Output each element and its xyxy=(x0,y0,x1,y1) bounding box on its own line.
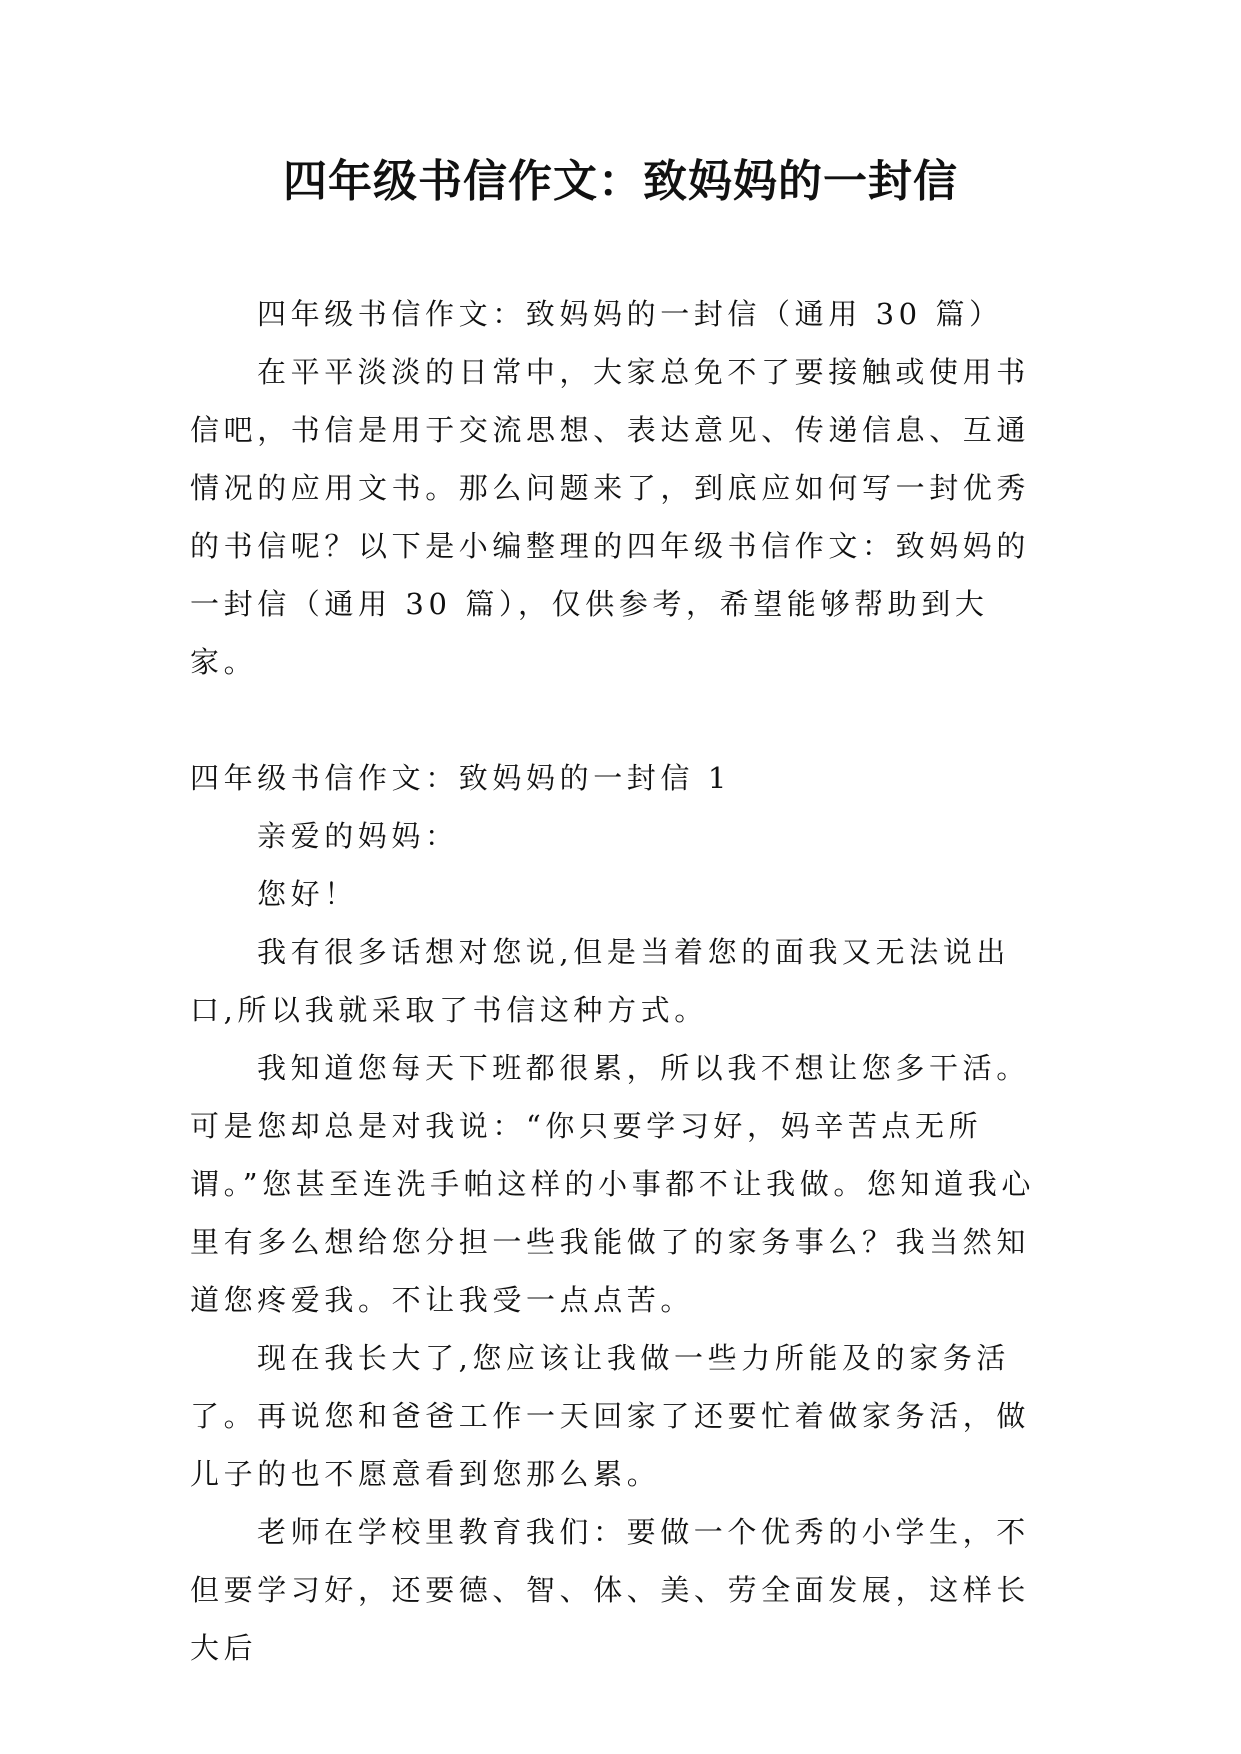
intro-paragraph: 在平平淡淡的日常中，大家总免不了要接触或使用书信吧，书信是用于交流思想、表达意见、传递信息、互通情况的应用文书。那么问题来了，到底应如何写一封优秀的书信呢？以下是小编整理的四年级书信作文：致妈妈的一封信（通用 30 篇），仅供参考，希望能够帮助到大家。 xyxy=(190,355,1031,679)
section-heading: 四年级书信作文：致妈妈的一封信 1 xyxy=(190,761,731,795)
letter-salutation: 亲爱的妈妈： xyxy=(257,819,459,853)
letter-paragraph: 我有很多话想对您说,但是当着您的面我又无法说出口,所以我就采取了书信这种方式。 xyxy=(190,935,1011,1027)
letter-paragraph: 现在我长大了,您应该让我做一些力所能及的家务活了。再说您和爸爸工作一天回家了还要忙着做家务活，做儿子的也不愿意看到您那么累。 xyxy=(190,1341,1031,1491)
letter-paragraph: 我知道您每天下班都很累，所以我不想让您多干活。可是您却总是对我说：“你只要学习好，妈辛苦点无所谓。”您甚至连洗手帕这样的小事都不让我做。您知道我心里有多么想给您分担一些我能做了的家务事么？我当然知道您疼爱我。不让我受一点点苦。 xyxy=(190,1051,1035,1317)
document-body xyxy=(190,285,1052,1677)
document-title: 四年级书信作文：致妈妈的一封信 xyxy=(283,156,958,207)
intro-title-line: 四年级书信作文：致妈妈的一封信（通用 30 篇） xyxy=(257,297,1003,331)
letter-paragraph: 老师在学校里教育我们：要做一个优秀的小学生，不但要学习好，还要德、智、体、美、劳全面发展，这样长大后 xyxy=(190,1515,1031,1665)
letter-greeting: 您好！ xyxy=(257,877,358,911)
